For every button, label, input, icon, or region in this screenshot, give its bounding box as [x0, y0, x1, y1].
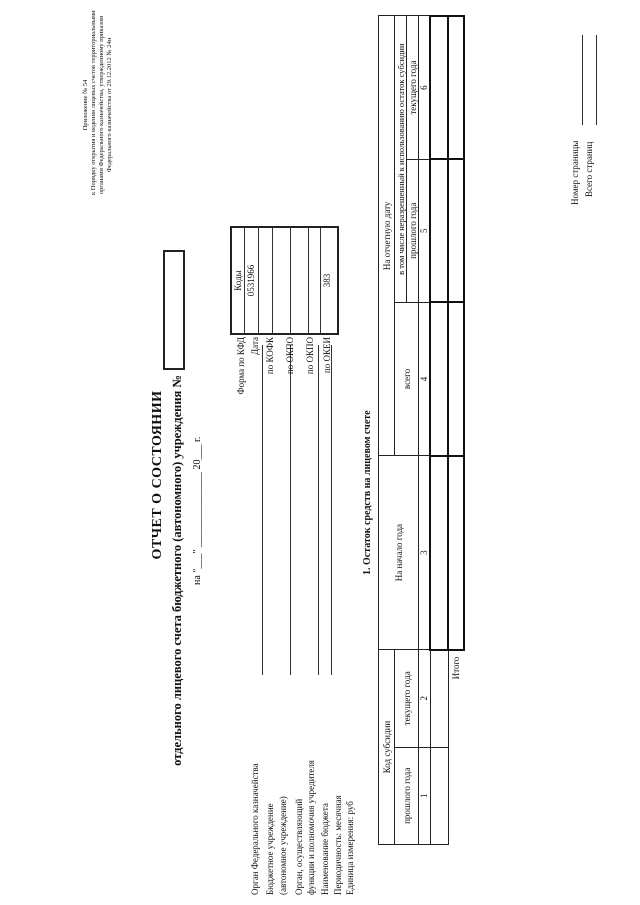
col-num-4: 4 — [419, 302, 431, 455]
appendix-line-3: органами Федерального казначейства, утвержденному приказом — [98, 15, 105, 195]
th-prev-year-1: прошлого года — [395, 747, 419, 844]
total-begin-year[interactable] — [448, 456, 464, 650]
appendix-line-1: Приложение № 54 — [82, 79, 89, 131]
cell-total[interactable] — [430, 302, 448, 455]
code-label-okpo-1: по ОКПО — [285, 337, 295, 375]
codes-box — [230, 226, 339, 335]
th-curr-year-2: текущего года — [407, 16, 419, 159]
code-label-kofk: по КОФК — [265, 337, 275, 375]
col-num-2: 2 — [419, 650, 431, 747]
col-num-1: 1 — [419, 747, 431, 844]
field-unit: Единица измерения: руб — [345, 801, 355, 895]
code-label-okpo-2: по ОКПО — [305, 337, 315, 375]
th-incl: в том числе неразрешенный к использованию остаток субсидии — [395, 16, 407, 302]
col-num-3: 3 — [419, 456, 431, 650]
field-autonomous-institution: (автономное учреждение) — [278, 796, 288, 895]
codes-header: Коды — [233, 270, 243, 291]
th-total: всего — [395, 302, 419, 455]
appendix-note — [82, 10, 114, 195]
section-title: 1. Остаток средств на лицевом счете — [362, 410, 373, 575]
th-prev-year-2: прошлого года — [407, 159, 419, 302]
cell-prev-year-restricted[interactable] — [430, 159, 448, 302]
th-begin-year: На начало года — [379, 456, 419, 650]
field-periodicity: Периодичность: месячная — [333, 795, 343, 895]
field-founder-body-1: Орган, осуществляющий — [294, 798, 304, 895]
th-subsidy-code: Код субсидии — [379, 650, 395, 845]
cell-curr-year-restricted[interactable] — [430, 16, 448, 159]
field-treasury-body-line — [262, 345, 263, 675]
col-num-5: 5 — [419, 159, 431, 302]
page-total-line — [596, 35, 597, 125]
total-label: Итого — [451, 656, 462, 680]
page-number-label: Номер страницы — [570, 140, 580, 205]
code-label-date: Дата — [250, 337, 260, 355]
total-prev-year-restricted[interactable] — [448, 159, 464, 302]
report-subtitle: отдельного лицевого счета бюджетного (автономного) учреждения № — [170, 375, 184, 766]
balance-table — [378, 15, 465, 845]
th-report-date: На отчетную дату — [379, 16, 395, 456]
page-total-label: Всего страниц — [584, 141, 594, 197]
cell-prev-year[interactable] — [430, 747, 448, 844]
field-founder-body-2: функции и полномочия учредителя — [306, 760, 316, 895]
report-date-line: на "___" _______________ 20___ г. — [192, 436, 203, 585]
code-value-okei: 383 — [322, 273, 332, 288]
total-row — [448, 16, 464, 845]
field-budget-institution: Бюджетное учреждение — [265, 803, 275, 895]
field-founder-line — [318, 345, 319, 675]
code-label-okei: по ОКЕИ — [322, 337, 332, 374]
account-number-box[interactable] — [163, 250, 185, 370]
code-value-form: 0531966 — [246, 264, 256, 297]
appendix-line-2: к Порядку открытия и ведения лицевых счетов территориальными — [90, 10, 97, 195]
total-curr-year-restricted[interactable] — [448, 16, 464, 159]
field-treasury-body: Орган Федерального казначейства — [250, 763, 260, 895]
total-total[interactable] — [448, 302, 464, 455]
appendix-line-4: Федерального казначейства от 29.12.2012 № 24н — [106, 37, 113, 173]
cell-curr-year[interactable] — [430, 650, 448, 747]
cell-begin-year[interactable] — [430, 456, 448, 650]
table-row — [430, 16, 448, 845]
page-number-line — [582, 35, 583, 125]
field-budget-name: Наименование бюджета — [320, 803, 330, 895]
col-num-6: 6 — [419, 16, 431, 159]
th-curr-year-1: текущего года — [395, 650, 419, 747]
report-title: ОТЧЕТ О СОСТОЯНИИ — [150, 390, 165, 560]
code-label-form: Форма по КФД — [236, 337, 246, 395]
